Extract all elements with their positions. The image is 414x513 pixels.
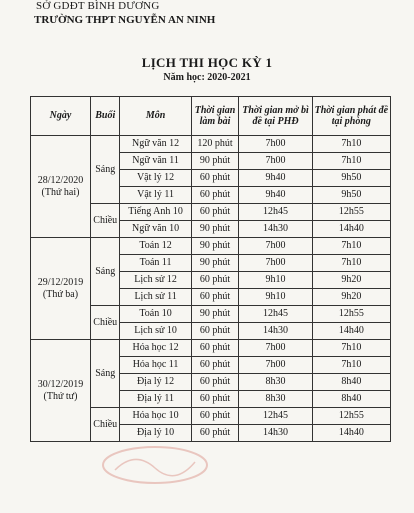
table-row bbox=[31, 340, 391, 357]
day-weekday: (Thứ hai) bbox=[41, 186, 80, 198]
handout-time-cell: 14h40 bbox=[312, 221, 390, 238]
handout-time-cell: 14h40 bbox=[312, 323, 390, 340]
subject-cell: Lịch sử 12 bbox=[120, 272, 191, 289]
day-weekday: (Thứ ba) bbox=[42, 288, 79, 300]
handout-time-cell: 9h50 bbox=[312, 170, 390, 187]
open-time-cell: 12h45 bbox=[239, 204, 312, 221]
duration-cell: 60 phút bbox=[191, 408, 239, 425]
duration-cell: 90 phút bbox=[191, 153, 239, 170]
session-cell: Chiều bbox=[91, 408, 120, 442]
handout-time-cell: 7h10 bbox=[312, 136, 390, 153]
page-title: LỊCH THI HỌC KỲ 1 bbox=[141, 55, 273, 70]
handout-time-cell: 9h50 bbox=[312, 187, 390, 204]
subject-cell: Vật lý 11 bbox=[120, 187, 191, 204]
table-body bbox=[31, 136, 391, 442]
subject-cell: Lịch sử 11 bbox=[120, 289, 191, 306]
open-time-cell: 14h30 bbox=[239, 425, 312, 442]
handout-time-cell: 14h40 bbox=[312, 425, 390, 442]
duration-cell: 90 phút bbox=[191, 255, 239, 272]
department-name: SỞ GDĐT BÌNH DƯƠNG bbox=[36, 0, 160, 12]
duration-cell: 90 phút bbox=[191, 306, 239, 323]
duration-cell: 60 phút bbox=[191, 340, 239, 357]
subject-cell: Vật lý 12 bbox=[120, 170, 191, 187]
exam-schedule-table bbox=[30, 96, 391, 442]
subject-cell: Ngữ văn 12 bbox=[120, 136, 191, 153]
open-time-cell: 9h40 bbox=[239, 170, 312, 187]
open-time-cell: 7h00 bbox=[239, 238, 312, 255]
handout-time-cell: 7h10 bbox=[312, 238, 390, 255]
handout-time-cell: 7h10 bbox=[312, 153, 390, 170]
duration-cell: 60 phút bbox=[191, 374, 239, 391]
handout-time-cell: 9h20 bbox=[312, 272, 390, 289]
day-date: 30/12/2019 bbox=[37, 379, 84, 390]
header-handout-time: Thời gian phát đề tại phòng bbox=[312, 97, 390, 136]
open-time-cell: 7h00 bbox=[239, 255, 312, 272]
open-time-cell: 14h30 bbox=[239, 221, 312, 238]
handout-time-cell: 12h55 bbox=[312, 204, 390, 221]
subject-cell: Tiếng Anh 10 bbox=[120, 204, 191, 221]
duration-cell: 60 phút bbox=[191, 170, 239, 187]
table-row bbox=[31, 238, 391, 255]
subject-cell: Địa lý 11 bbox=[120, 391, 191, 408]
open-time-cell: 9h40 bbox=[239, 187, 312, 204]
header-day: Ngày bbox=[31, 97, 91, 136]
duration-cell: 120 phút bbox=[191, 136, 239, 153]
day-weekday: (Thứ tư) bbox=[43, 390, 78, 402]
open-time-cell: 12h45 bbox=[239, 408, 312, 425]
subject-cell: Ngữ văn 10 bbox=[120, 221, 191, 238]
open-time-cell: 12h45 bbox=[239, 306, 312, 323]
day-cell bbox=[31, 238, 91, 340]
handout-time-cell: 12h55 bbox=[312, 408, 390, 425]
header-duration: Thời gian làm bài bbox=[191, 97, 239, 136]
school-name: TRƯỜNG THPT NGUYỄN AN NINH bbox=[34, 14, 216, 26]
header-session: Buổi bbox=[91, 97, 120, 136]
open-time-cell: 7h00 bbox=[239, 136, 312, 153]
day-cell bbox=[31, 136, 91, 238]
subject-cell: Lịch sử 10 bbox=[120, 323, 191, 340]
open-time-cell: 8h30 bbox=[239, 391, 312, 408]
handout-time-cell: 7h10 bbox=[312, 340, 390, 357]
duration-cell: 60 phút bbox=[191, 187, 239, 204]
table-row bbox=[31, 136, 391, 153]
duration-cell: 60 phút bbox=[191, 391, 239, 408]
subject-cell: Địa lý 10 bbox=[120, 425, 191, 442]
session-cell: Chiều bbox=[91, 306, 120, 340]
handout-time-cell: 8h40 bbox=[312, 391, 390, 408]
subject-cell: Ngữ văn 11 bbox=[120, 153, 191, 170]
duration-cell: 90 phút bbox=[191, 221, 239, 238]
subject-cell: Toán 11 bbox=[120, 255, 191, 272]
school-year: Năm học: 2020-2021 bbox=[163, 72, 251, 83]
handout-time-cell: 7h10 bbox=[312, 357, 390, 374]
open-time-cell: 7h00 bbox=[239, 340, 312, 357]
day-cell bbox=[31, 340, 91, 442]
session-cell: Sáng bbox=[91, 238, 120, 306]
day-date: 28/12/2020 bbox=[37, 175, 84, 186]
subject-cell: Toán 12 bbox=[120, 238, 191, 255]
handout-time-cell: 9h20 bbox=[312, 289, 390, 306]
handout-time-cell: 7h10 bbox=[312, 255, 390, 272]
duration-cell: 60 phút bbox=[191, 204, 239, 221]
subject-cell: Hóa học 10 bbox=[120, 408, 191, 425]
day-date: 29/12/2019 bbox=[37, 277, 84, 288]
subject-cell: Toán 10 bbox=[120, 306, 191, 323]
faded-stamp bbox=[95, 440, 215, 490]
duration-cell: 60 phút bbox=[191, 272, 239, 289]
duration-cell: 60 phút bbox=[191, 289, 239, 306]
duration-cell: 60 phút bbox=[191, 323, 239, 340]
open-time-cell: 9h10 bbox=[239, 289, 312, 306]
header-open-time: Thời gian mở bì đề tại PHĐ bbox=[239, 97, 312, 136]
session-cell: Sáng bbox=[91, 136, 120, 204]
subject-cell: Hóa học 11 bbox=[120, 357, 191, 374]
duration-cell: 60 phút bbox=[191, 425, 239, 442]
table-header-row bbox=[31, 97, 391, 136]
duration-cell: 60 phút bbox=[191, 357, 239, 374]
session-cell: Chiều bbox=[91, 204, 120, 238]
open-time-cell: 8h30 bbox=[239, 374, 312, 391]
header-subject: Môn bbox=[120, 97, 191, 136]
duration-cell: 90 phút bbox=[191, 238, 239, 255]
open-time-cell: 14h30 bbox=[239, 323, 312, 340]
session-cell: Sáng bbox=[91, 340, 120, 408]
open-time-cell: 9h10 bbox=[239, 272, 312, 289]
open-time-cell: 7h00 bbox=[239, 357, 312, 374]
open-time-cell: 7h00 bbox=[239, 153, 312, 170]
subject-cell: Địa lý 12 bbox=[120, 374, 191, 391]
subject-cell: Hóa học 12 bbox=[120, 340, 191, 357]
handout-time-cell: 8h40 bbox=[312, 374, 390, 391]
handout-time-cell: 12h55 bbox=[312, 306, 390, 323]
